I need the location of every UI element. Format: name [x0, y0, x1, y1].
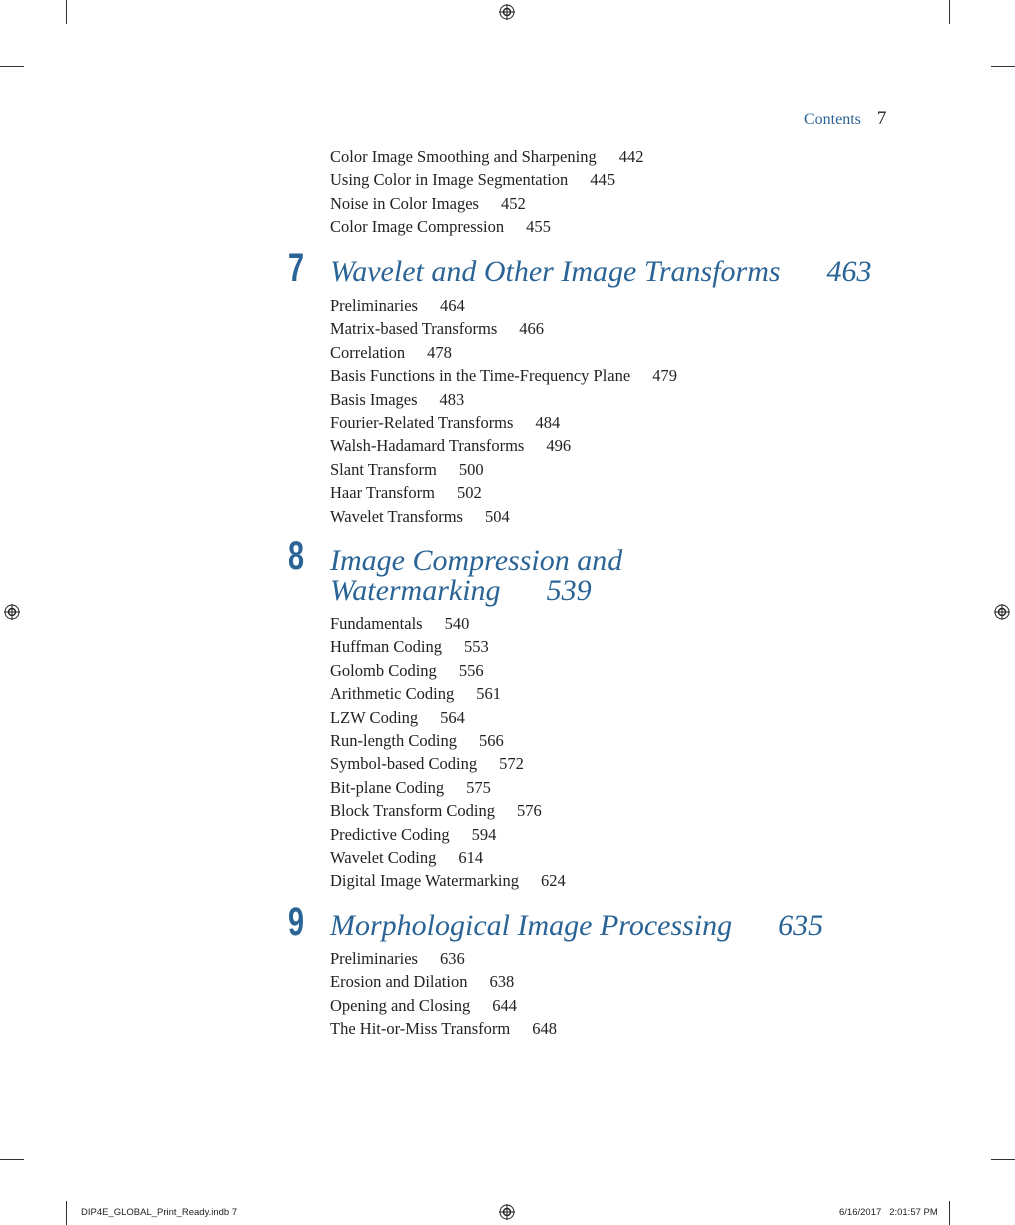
crop-mark-bottom-right	[949, 1201, 950, 1225]
chapter-title-line-2: Watermarking	[330, 574, 501, 607]
chapter-number: 8	[288, 534, 305, 578]
toc-entry-page: 540	[444, 614, 470, 633]
toc-entry-page: 572	[499, 754, 524, 774]
toc-entry-title: Block Transform Coding	[330, 801, 496, 821]
chapter-title	[330, 257, 872, 287]
toc-entry-page: 636	[439, 949, 465, 968]
toc-entry-title: Golomb Coding	[330, 660, 437, 680]
crop-mark-right-bottom	[991, 1159, 1015, 1160]
toc-entry-page: 478	[427, 342, 452, 362]
toc-entry-title: Correlation	[330, 342, 406, 362]
toc-entry-title: Basis Images	[330, 389, 418, 409]
print-slug-time: 2:01:57 PM	[889, 1207, 938, 1218]
toc-chapter-9-list	[330, 947, 557, 1041]
toc-entry[interactable]	[330, 682, 566, 705]
toc-entry-page: 452	[500, 193, 526, 213]
toc-entry-title: Matrix-based Transforms	[330, 319, 498, 339]
chapter-title	[330, 911, 823, 941]
toc-entry[interactable]	[330, 364, 677, 387]
crop-mark-bottom-left	[66, 1201, 67, 1225]
toc-entry-page: 614	[458, 847, 484, 867]
toc-entry[interactable]	[330, 317, 677, 340]
toc-entry-title: Run-length Coding	[330, 730, 457, 750]
toc-entry-title: Erosion and Dilation	[330, 972, 468, 992]
toc-entry-title: Preliminaries	[330, 949, 418, 968]
registration-mark-icon	[499, 4, 515, 20]
toc-entry-title: Color Image Compression	[330, 217, 505, 237]
toc-entry-title: Color Image Smoothing and Sharpening	[330, 147, 597, 166]
toc-entry-title: Haar Transform	[330, 483, 435, 503]
toc-entry[interactable]	[330, 192, 643, 215]
toc-entry-page: 464	[439, 296, 465, 315]
toc-entry[interactable]	[330, 341, 677, 364]
toc-entry-title: LZW Coding	[330, 707, 419, 727]
toc-entry[interactable]	[330, 869, 566, 892]
toc-entry-title: Opening and Closing	[330, 995, 471, 1015]
toc-chapter-8-list	[330, 612, 566, 893]
print-slug-date: 6/16/2017	[839, 1207, 882, 1218]
toc-entry-title: Preliminaries	[330, 296, 418, 315]
crop-mark-left-top	[0, 66, 24, 67]
print-slug-filename: DIP4E_GLOBAL_Print_Ready.indb 7	[81, 1207, 238, 1218]
toc-entry-page: 624	[540, 871, 566, 891]
toc-entry-title: Wavelet Coding	[330, 847, 437, 867]
crop-mark-left-bottom	[0, 1159, 24, 1160]
toc-entry-title: Huffman Coding	[330, 637, 442, 657]
chapter-title-text: Morphological Image Processing	[330, 909, 733, 942]
toc-entry-page: 496	[546, 436, 572, 456]
chapter-title	[330, 546, 622, 606]
toc-entry-page: 479	[652, 366, 677, 386]
toc-entry[interactable]	[330, 168, 643, 191]
toc-entry[interactable]	[330, 388, 677, 411]
toc-entry-page: 564	[440, 707, 465, 727]
toc-entry[interactable]	[330, 635, 566, 658]
toc-entry-title: Symbol-based Coding	[330, 754, 478, 774]
chapter-page-number: 539	[546, 574, 592, 607]
running-head-label: Contents	[804, 111, 861, 128]
toc-entry-page: 561	[476, 684, 501, 704]
running-head-page-number: 7	[876, 108, 887, 129]
toc-entry-title: Using Color in Image Segmentation	[330, 170, 569, 190]
toc-entry[interactable]	[330, 799, 566, 822]
toc-entry[interactable]	[330, 612, 566, 635]
toc-entry[interactable]	[330, 970, 557, 993]
toc-entry-title: Slant Transform	[330, 459, 437, 479]
toc-entry-title: Arithmetic Coding	[330, 684, 455, 704]
toc-entry-page: 594	[471, 824, 497, 844]
toc-entry-page: 638	[489, 972, 515, 992]
toc-entry[interactable]	[330, 659, 566, 682]
toc-entry-page: 556	[458, 660, 484, 680]
toc-entry-title: Wavelet Transforms	[330, 506, 463, 526]
toc-entry-page: 442	[618, 147, 644, 166]
toc-entry-page: 445	[590, 170, 616, 190]
toc-entry[interactable]	[330, 505, 677, 528]
crop-mark-top-right	[949, 0, 950, 24]
toc-entry-page: 504	[484, 506, 510, 526]
chapter-title-line-1: Image Compression and	[330, 544, 623, 577]
toc-entry[interactable]	[330, 752, 566, 775]
toc-entry-page: 455	[526, 217, 551, 237]
toc-entry-page: 500	[458, 459, 484, 479]
registration-mark-icon	[4, 604, 20, 620]
toc-entry-page: 566	[478, 730, 504, 750]
print-slug-timestamp	[839, 1207, 938, 1218]
toc-entry[interactable]	[330, 215, 643, 238]
crop-mark-top-left	[66, 0, 67, 24]
toc-entry-title: Fundamentals	[330, 614, 423, 633]
toc-entry[interactable]	[330, 434, 677, 457]
toc-chapter-7-list	[330, 294, 677, 528]
toc-entry[interactable]	[330, 846, 566, 869]
toc-entry-page: 648	[532, 1019, 558, 1039]
chapter-number: 7	[288, 246, 305, 290]
running-head	[804, 108, 886, 130]
toc-entry[interactable]	[330, 458, 677, 481]
chapter-page-number: 635	[778, 909, 824, 942]
toc-entry[interactable]	[330, 823, 566, 846]
toc-entry-page: 553	[463, 637, 489, 657]
toc-entry-page: 484	[535, 412, 561, 432]
toc-entry-page: 502	[456, 483, 482, 503]
toc-entry[interactable]	[330, 481, 677, 504]
registration-mark-icon	[499, 1204, 515, 1220]
toc-entry-page: 483	[439, 389, 465, 409]
toc-entry[interactable]	[330, 1017, 557, 1040]
toc-entry-page: 575	[466, 777, 491, 797]
chapter-title-text: Wavelet and Other Image Transforms	[330, 255, 781, 288]
toc-entry-title: Basis Functions in the Time-Frequency Plane	[330, 366, 631, 386]
toc-entry-title: Noise in Color Images	[330, 193, 479, 213]
chapter-page-number: 463	[826, 255, 872, 288]
toc-entry-page: 576	[517, 801, 542, 821]
crop-mark-right-top	[991, 66, 1015, 67]
registration-mark-icon	[994, 604, 1010, 620]
toc-entry-title: Fourier-Related Transforms	[330, 412, 514, 432]
toc-entry[interactable]	[330, 411, 677, 434]
chapter-number: 9	[288, 900, 305, 944]
toc-entry[interactable]	[330, 947, 557, 970]
toc-entry-title: Digital Image Watermarking	[330, 871, 519, 891]
toc-entry-page: 644	[492, 995, 517, 1015]
toc-entry[interactable]	[330, 776, 566, 799]
toc-entry[interactable]	[330, 294, 677, 317]
toc-continuation-list	[330, 145, 643, 239]
toc-entry-title: The Hit-or-Miss Transform	[330, 1019, 511, 1039]
toc-entry-title: Predictive Coding	[330, 824, 450, 844]
toc-entry[interactable]	[330, 729, 566, 752]
toc-entry[interactable]	[330, 145, 643, 168]
toc-entry-title: Bit-plane Coding	[330, 777, 445, 797]
toc-entry[interactable]	[330, 706, 566, 729]
toc-entry-page: 466	[519, 319, 545, 339]
toc-entry-title: Walsh-Hadamard Transforms	[330, 436, 525, 456]
toc-entry[interactable]	[330, 994, 557, 1017]
